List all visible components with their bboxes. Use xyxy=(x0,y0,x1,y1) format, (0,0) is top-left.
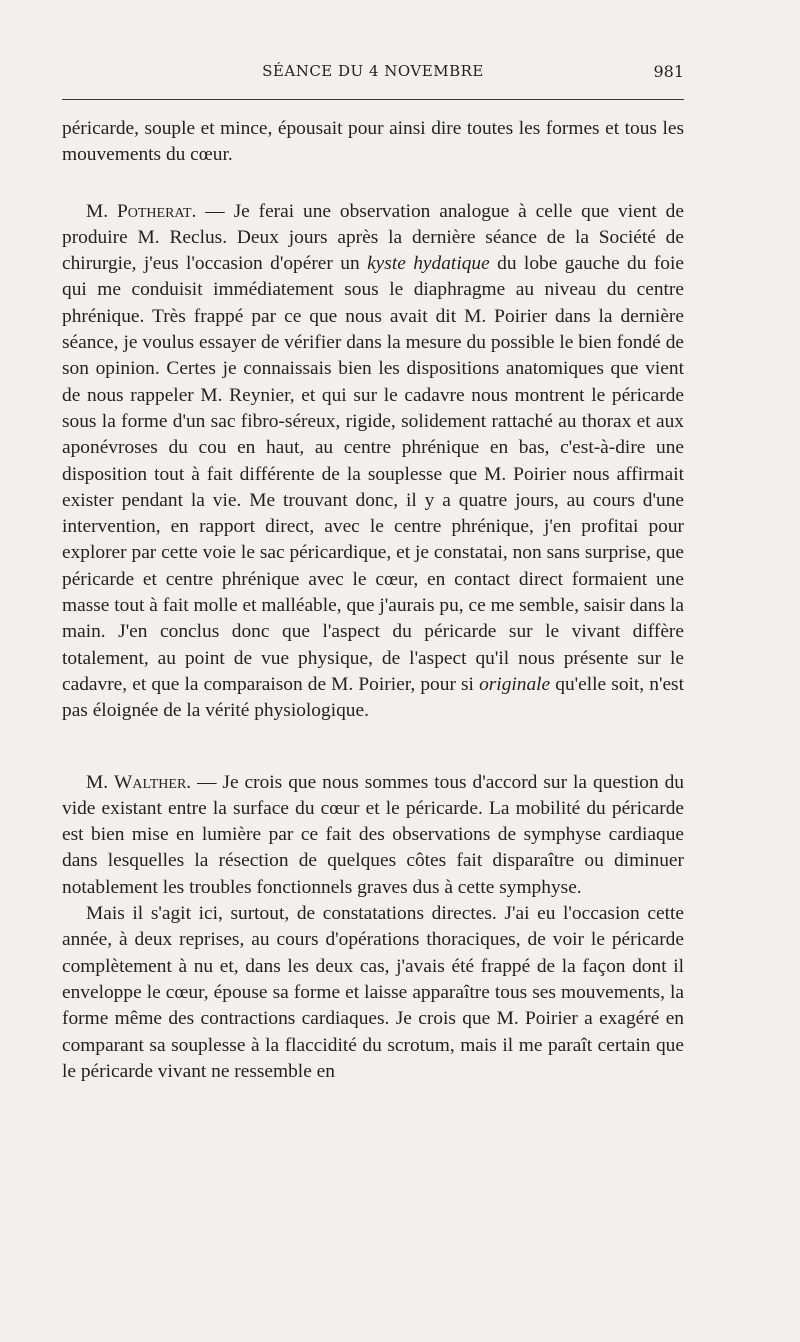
paragraph-potherat xyxy=(62,199,684,725)
body-text xyxy=(62,116,684,1085)
paragraph-walther-continued: Mais il s'agit ici, surtout, de constatations directes. J'ai eu l'occasion cette année, à deux reprises, au cours d'opérations thoraciques, de voir le péricarde complètement à nu et, dans les deux cas, j'avais été frappé de la façon dont il enveloppe le cœur, épouse sa forme et laisse apparaître tous ses mouvements, la forme même des contractions cardiaques. Je crois que M. Poirier a exagéré en comparant sa souplesse à la flaccidité du scrotum, mais il me paraît certain que le péricarde vivant ne ressemble en xyxy=(62,903,684,1082)
italic-term: originale xyxy=(479,673,551,695)
speaker-prefix: M. xyxy=(86,771,115,793)
page-number: 981 xyxy=(653,62,684,81)
paragraph-walther xyxy=(62,770,684,901)
running-title: SÉANCE DU 4 NOVEMBRE xyxy=(262,62,484,80)
paragraph-text: du lobe gauche du foie qui me conduisit immédiatement sous le diaphragme au niveau du centre phrénique. Très frappé par ce que nous avait dit M. Poirier dans la dernière séance, je voulus essayer de vérifier dans la mesure du possible le bien fondé de son opinion. Certes je connaissais bien les dispositions anatomiques que vient de nous rappeler M. Reynier, et qui sur le cadavre nous montrent le péricarde sous la forme d'un sac fibro-séreux, rigide, solidement rattaché au thorax et aux aponévroses du cou en haut, au centre phrénique en bas, c'est-à-dire une disposition tout à fait différente de la souplesse que M. Poirier nous affirmait exister pendant la vie. Me trouvant donc, il y a quatre jours, au cours d'une intervention, en rapport direct, avec le centre phrénique, j'en profitai pour explorer par cette voie le sac péricardique, et je constatai, non sans surprise, que péricarde et centre phrénique avec le cœur, en contact direct formaient une masse tout à fait molle et malléable, que j'aurais pu, ce me semble, saisir dans la main. J'en conclus donc que l'aspect du péricarde sur le vivant diffère totalement, au point de vue physique, de l'aspect qu'il nous présente sur le cadavre, et que la comparaison de M. Poirier, pour si xyxy=(62,253,684,695)
speaker-name: Potherat xyxy=(116,200,192,222)
header-rule xyxy=(62,99,684,100)
page-header xyxy=(62,62,684,86)
paragraph-text: qu'elle soit, n'est pas éloignée de la vérité physiologique. xyxy=(62,673,684,722)
paragraph-text: . — Je ferai une observation analogue à celle que vient de produire M. Reclus. Deux jours après la dernière séance de la Société de chirurgie, j'eus l'occasion d'opérer un xyxy=(62,200,684,275)
italic-term: kyste hydatique xyxy=(367,253,490,275)
paragraph-text: . — Je crois que nous sommes tous d'accord sur la question du vide existant entre la surface du cœur et le péricarde. La mobilité du péricarde est bien mise en lumière par ce fait des observations de symphyse cardiaque dans lesquelles la résection de quelques côtes fait disparaître ou diminuer notablement les troubles fonctionnels graves dus à cette symphyse. xyxy=(62,771,684,898)
speaker-prefix: M. xyxy=(86,200,117,222)
speaker-name: Walther xyxy=(114,771,187,793)
paragraph-continuation: péricarde, souple et mince, épousait pour ainsi dire toutes les formes et tous les mouvements du cœur. xyxy=(62,118,684,166)
